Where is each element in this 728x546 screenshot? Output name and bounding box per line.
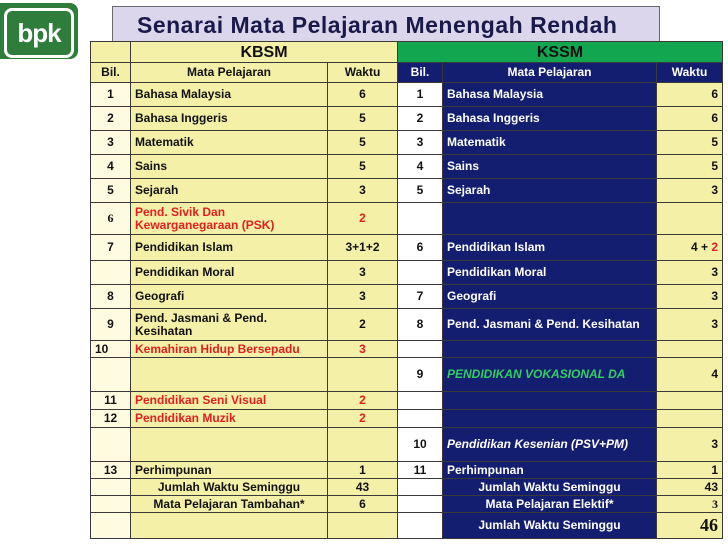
kbsm-hours: 3+1+2: [328, 235, 398, 261]
kbsm-hours: 2: [328, 410, 398, 428]
kbsm-hours: 3: [328, 261, 398, 285]
kbsm-subject: Pend. Sivik Dan Kewarganegaraan (PSK): [131, 203, 328, 235]
col-bil-kssm: Bil.: [398, 63, 443, 83]
kssm-subject: Sejarah: [443, 179, 657, 203]
kbsm-hours: 6: [328, 83, 398, 107]
table-row: [91, 83, 723, 107]
bpk-logo: [0, 3, 78, 59]
kssm-hours-base: 4 +: [690, 240, 712, 254]
table-row: [91, 107, 723, 131]
col-mata-kbsm: Mata Pelajaran: [131, 63, 328, 83]
kssm-hours-extra: 2: [711, 240, 718, 254]
kbsm-bil: 1: [91, 83, 131, 107]
kssm-subject: Pendidikan Islam: [443, 235, 657, 261]
kbsm-subject: Pendidikan Seni Visual: [131, 392, 328, 410]
kssm-bil: 2: [398, 107, 443, 131]
kbsm-bil: 10: [91, 341, 131, 358]
kssm-subject: [443, 410, 657, 428]
kbsm-blank: [328, 513, 398, 539]
kbsm-blank: [91, 496, 131, 513]
kssm-hours: 3: [657, 285, 723, 309]
kbsm-bil: 5: [91, 179, 131, 203]
kssm-bil: 10: [398, 428, 443, 462]
kssm-total-label: Jumlah Waktu Seminggu: [443, 479, 657, 496]
kssm-bil: 4: [398, 155, 443, 179]
table-row: [91, 309, 723, 341]
kssm-subject: [443, 203, 657, 235]
kbsm-hours: [328, 428, 398, 462]
kssm-bil: [398, 341, 443, 358]
kssm-subject: Sains: [443, 155, 657, 179]
kbsm-hours: 5: [328, 131, 398, 155]
kbsm-hours: 5: [328, 155, 398, 179]
kbsm-hours: 5: [328, 107, 398, 131]
table-row: [91, 341, 723, 358]
kssm-blank: [398, 513, 443, 539]
table-row: [91, 131, 723, 155]
kssm-subject: Bahasa Inggeris: [443, 107, 657, 131]
kssm-blank: [398, 479, 443, 496]
kbsm-blank: [91, 513, 131, 539]
table-row: [91, 462, 723, 479]
kssm-blank: [398, 496, 443, 513]
kbsm-total-value: 43: [328, 479, 398, 496]
grand-total-row: [91, 513, 723, 539]
kbsm-bil: [91, 261, 131, 285]
kbsm-subject: Sejarah: [131, 179, 328, 203]
kssm-bil: 11: [398, 462, 443, 479]
kbsm-subject: Pendidikan Moral: [131, 261, 328, 285]
kssm-bil: 5: [398, 179, 443, 203]
table-row: [91, 358, 723, 392]
table-row: [91, 410, 723, 428]
kssm-hours: [657, 410, 723, 428]
kbsm-subject: Bahasa Inggeris: [131, 107, 328, 131]
kbsm-subject: Perhimpunan: [131, 462, 328, 479]
kbsm-bil: 3: [91, 131, 131, 155]
kssm-hours: 3: [657, 428, 723, 462]
table-row: [91, 428, 723, 462]
kssm-hours: 6: [657, 83, 723, 107]
kssm-bil: 6: [398, 235, 443, 261]
kbsm-bil: 11: [91, 392, 131, 410]
subject-table: [90, 41, 723, 539]
extra-row: [91, 496, 723, 513]
table-row: [91, 203, 723, 235]
kssm-subject: [443, 341, 657, 358]
kbsm-subject: Sains: [131, 155, 328, 179]
col-mata-kssm: Mata Pelajaran: [443, 63, 657, 83]
kbsm-hours: 3: [328, 285, 398, 309]
kssm-subject: Geografi: [443, 285, 657, 309]
table-row: [91, 179, 723, 203]
kbsm-subject: [131, 358, 328, 392]
col-bil-kbsm: Bil.: [91, 63, 131, 83]
kssm-bil: [398, 203, 443, 235]
table-row: [91, 285, 723, 309]
kssm-bil: [398, 392, 443, 410]
kbsm-hours: 3: [328, 341, 398, 358]
corner-cell: [91, 42, 131, 63]
kbsm-hours: 2: [328, 392, 398, 410]
kbsm-total-label: Jumlah Waktu Seminggu: [131, 479, 328, 496]
kssm-elective-value: 3: [657, 496, 723, 513]
kbsm-bil: 8: [91, 285, 131, 309]
kbsm-bil: 13: [91, 462, 131, 479]
kbsm-header: KBSM: [131, 42, 398, 63]
kssm-bil: 9: [398, 358, 443, 392]
kssm-subject: PENDIDIKAN VOKASIONAL DA: [443, 358, 657, 392]
table-row: [91, 261, 723, 285]
kssm-elective-label: Mata Pelajaran Elektif*: [443, 496, 657, 513]
kssm-subject: Matematik: [443, 131, 657, 155]
kbsm-bil: 4: [91, 155, 131, 179]
kbsm-subject: Pend. Jasmani & Pend. Kesihatan: [131, 309, 328, 341]
kssm-bil: 3: [398, 131, 443, 155]
kbsm-subject: Bahasa Malaysia: [131, 83, 328, 107]
kbsm-hours: 1: [328, 462, 398, 479]
kssm-hours: [657, 392, 723, 410]
kbsm-bil: 2: [91, 107, 131, 131]
table-row: [91, 392, 723, 410]
logo-text: bpk: [4, 8, 74, 58]
kbsm-subject: Kemahiran Hidup Bersepadu: [131, 341, 328, 358]
table-row: [91, 155, 723, 179]
page-title: Senarai Mata Pelajaran Menengah Rendah: [112, 6, 660, 44]
kbsm-extra-label: Mata Pelajaran Tambahan*: [131, 496, 328, 513]
kssm-grand-value: 46: [657, 513, 723, 539]
kssm-header: KSSM: [398, 42, 723, 63]
kssm-bil: [398, 410, 443, 428]
kssm-grand-label: Jumlah Waktu Seminggu: [443, 513, 657, 539]
kbsm-hours: [328, 358, 398, 392]
kbsm-hours: 2: [328, 309, 398, 341]
kbsm-bil: 12: [91, 410, 131, 428]
kssm-hours: 4: [657, 358, 723, 392]
kbsm-blank: [131, 513, 328, 539]
col-waktu-kbsm: Waktu: [328, 63, 398, 83]
kssm-hours: 1: [657, 462, 723, 479]
kbsm-bil: [91, 358, 131, 392]
kssm-subject: Perhimpunan: [443, 462, 657, 479]
kbsm-bil: 7: [91, 235, 131, 261]
kbsm-bil: [91, 428, 131, 462]
kssm-hours: [657, 341, 723, 358]
kbsm-bil: 6: [91, 203, 131, 235]
kssm-subject: Pendidikan Moral: [443, 261, 657, 285]
kssm-subject: [443, 392, 657, 410]
table-row: [91, 235, 723, 261]
kssm-hours: 3: [657, 309, 723, 341]
kssm-bil: 8: [398, 309, 443, 341]
kssm-bil: 1: [398, 83, 443, 107]
kssm-total-value: 43: [657, 479, 723, 496]
kssm-hours: [657, 235, 723, 261]
kbsm-subject: Pendidikan Muzik: [131, 410, 328, 428]
kbsm-subject: Matematik: [131, 131, 328, 155]
kbsm-subject: Pendidikan Islam: [131, 235, 328, 261]
kbsm-hours: 3: [328, 179, 398, 203]
kssm-subject: Bahasa Malaysia: [443, 83, 657, 107]
kssm-hours: 5: [657, 131, 723, 155]
kssm-bil: 7: [398, 285, 443, 309]
kssm-bil: [398, 261, 443, 285]
kbsm-subject: Geografi: [131, 285, 328, 309]
total-row: [91, 479, 723, 496]
kbsm-extra-value: 6: [328, 496, 398, 513]
kssm-hours: 5: [657, 155, 723, 179]
col-waktu-kssm: Waktu: [657, 63, 723, 83]
kssm-hours: 3: [657, 261, 723, 285]
kbsm-subject: [131, 428, 328, 462]
kssm-hours: 6: [657, 107, 723, 131]
kssm-subject: Pend. Jasmani & Pend. Kesihatan: [443, 309, 657, 341]
kssm-subject: Pendidikan Kesenian (PSV+PM): [443, 428, 657, 462]
kbsm-blank: [91, 479, 131, 496]
kssm-hours: [657, 203, 723, 235]
kssm-hours: 3: [657, 179, 723, 203]
kbsm-hours: 2: [328, 203, 398, 235]
kbsm-bil: 9: [91, 309, 131, 341]
